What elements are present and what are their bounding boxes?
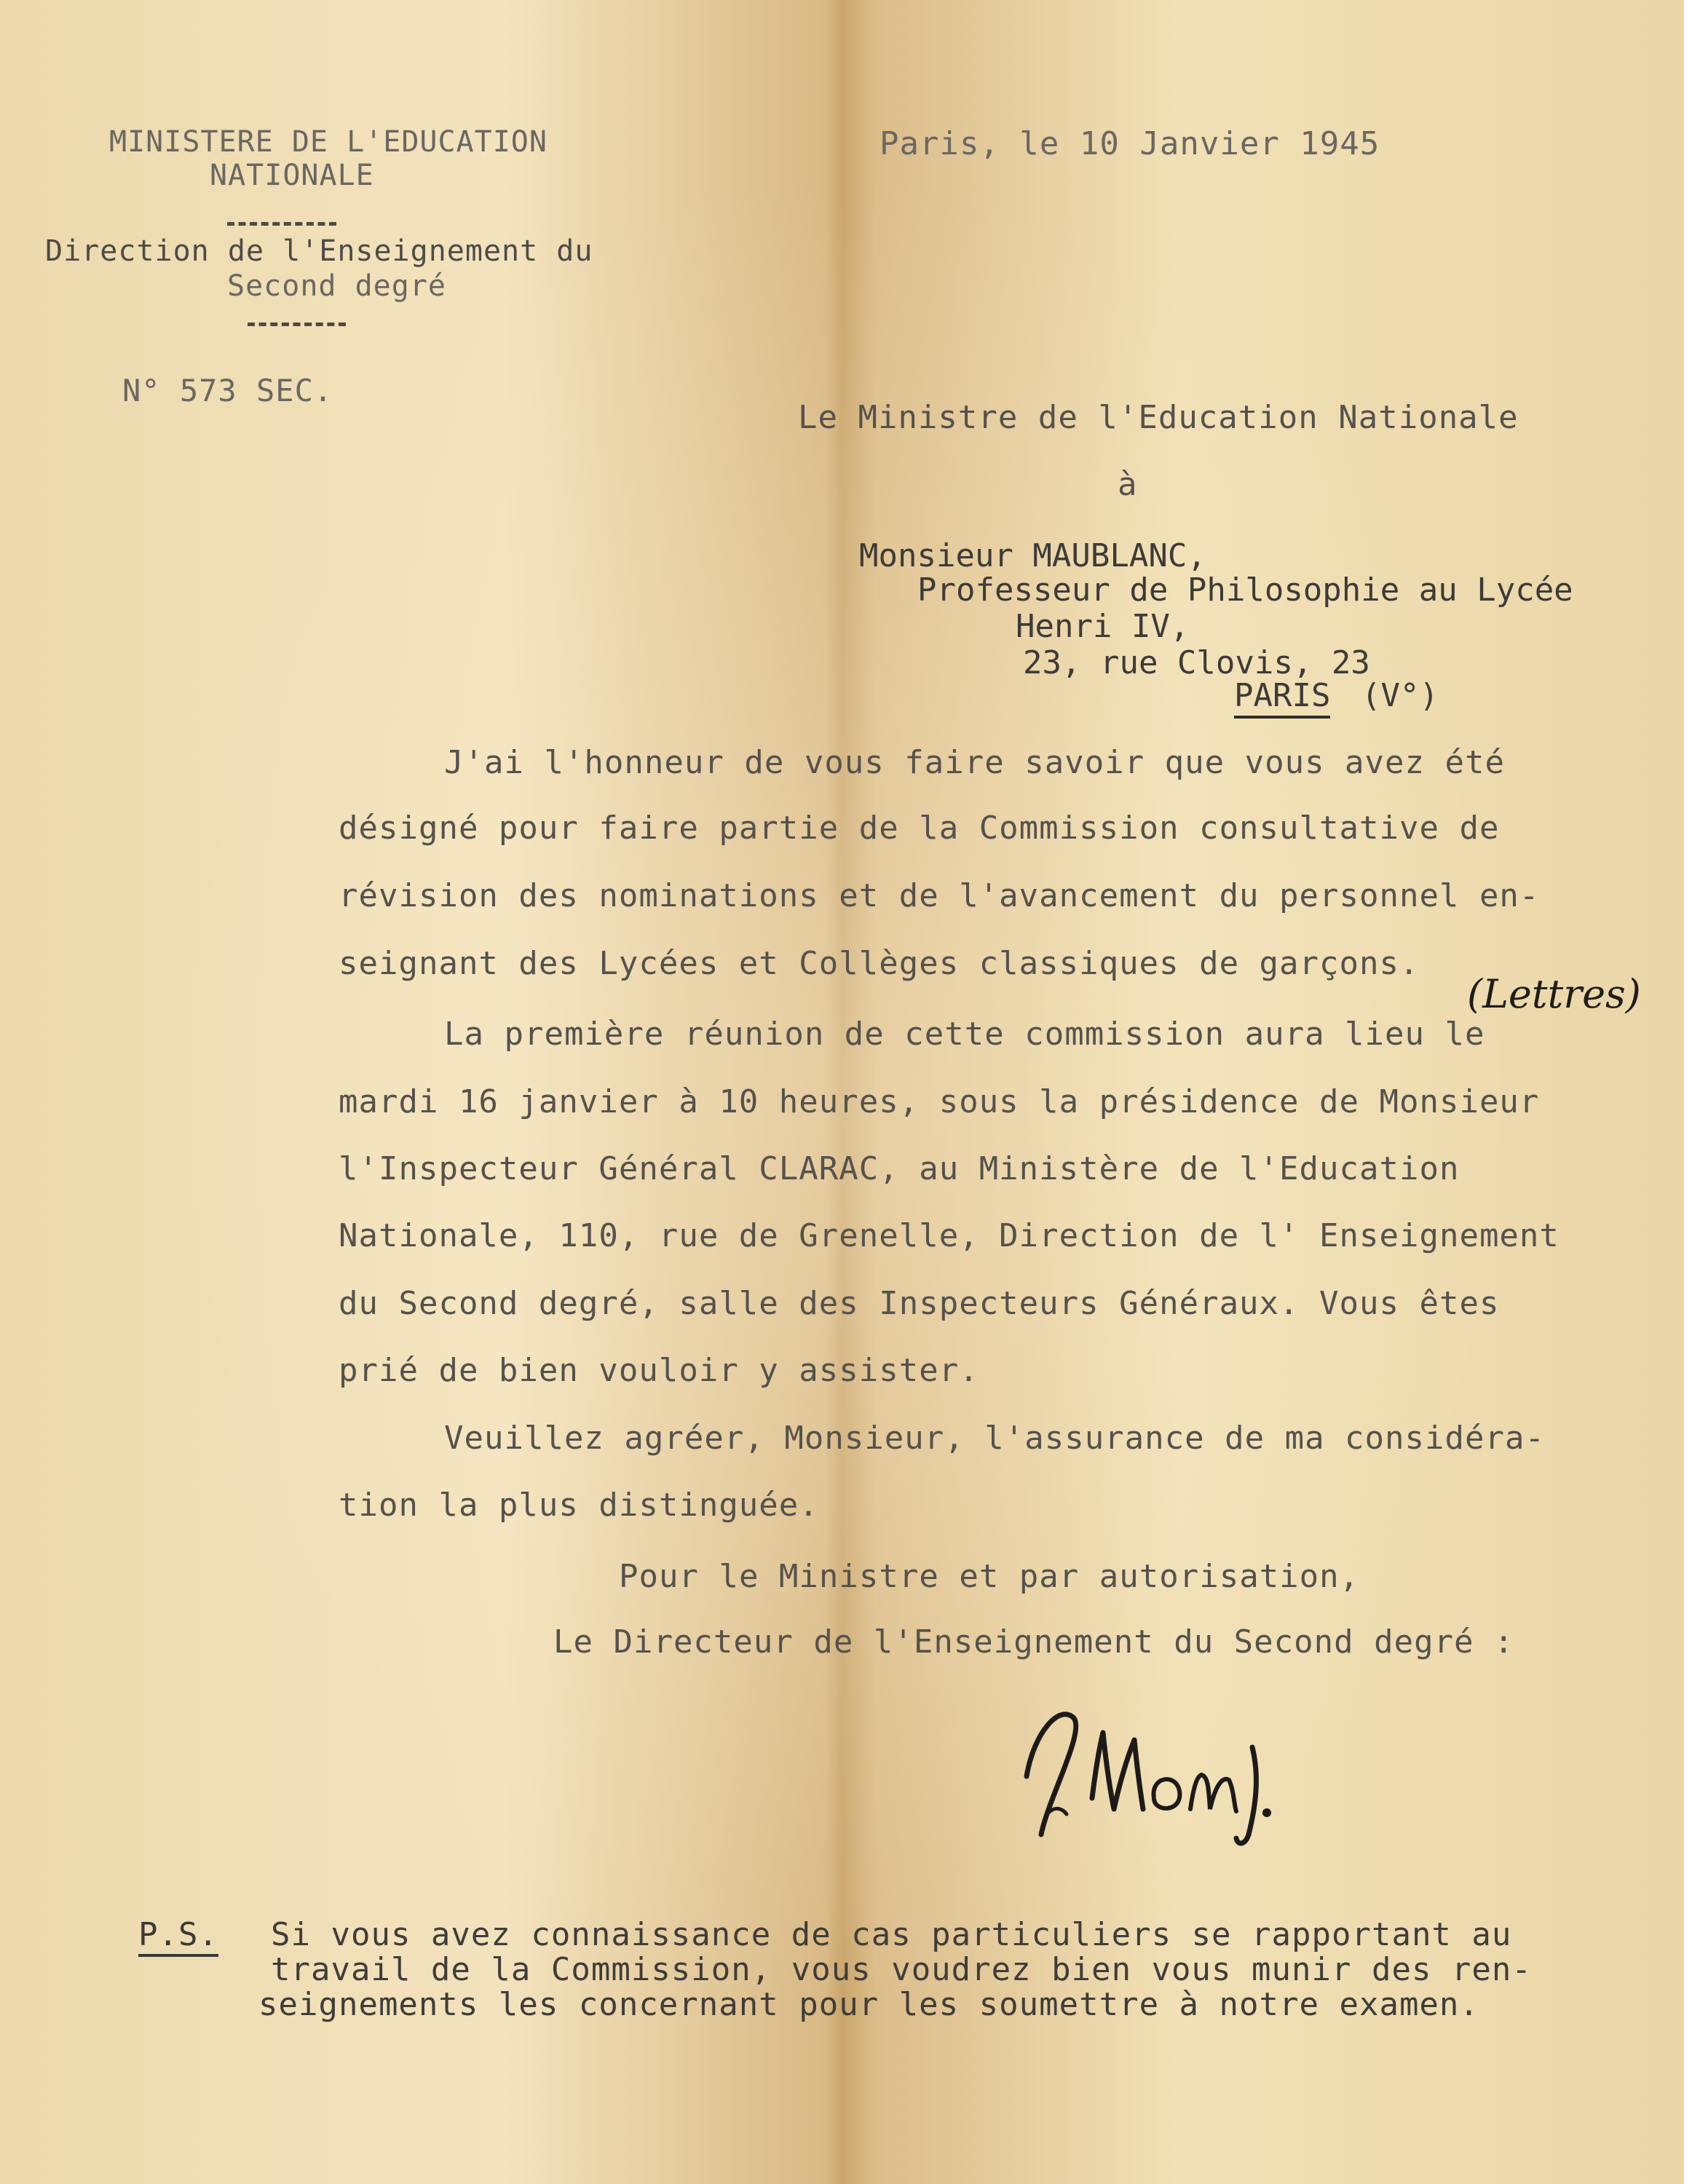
sender-preposition: à xyxy=(1118,466,1138,503)
ministry-line-1: MINISTERE DE L'EDUCATION xyxy=(109,125,548,159)
direction-line-1: Direction de l'Enseignement du xyxy=(45,234,593,268)
body-p2-line-3: l'Inspecteur Général CLARAC, au Ministère de l'Education xyxy=(339,1150,1460,1187)
body-p2-line-6: prié de bien vouloir y assister. xyxy=(339,1352,979,1389)
body-p1-line-2: désigné pour faire partie de la Commission consultative de xyxy=(339,810,1500,847)
body-p2-line-5: du Second degré, salle des Inspecteurs Généraux. Vous êtes xyxy=(339,1285,1500,1322)
sender-line: Le Ministre de l'Education Nationale xyxy=(798,399,1519,436)
closing-line-1: Pour le Ministre et par autorisation, xyxy=(619,1558,1360,1595)
postscript-label: P.S. xyxy=(138,1916,218,1957)
body-p2-line-1: La première réunion de cette commission aura lieu le xyxy=(444,1016,1485,1053)
closing-line-2: Le Directeur de l'Enseignement du Second degré : xyxy=(553,1623,1514,1661)
body-p2-line-2: mardi 16 janvier à 10 heures, sous la présidence de Monsieur xyxy=(339,1083,1540,1120)
body-p1-line-3: révision des nominations et de l'avancement du personnel en- xyxy=(339,877,1540,914)
recipient-street: 23, rue Clovis, 23 xyxy=(1023,644,1370,681)
dateline: Paris, le 10 Janvier 1945 xyxy=(879,125,1380,162)
signature xyxy=(1005,1689,1340,1849)
body-p1-line-4: seignant des Lycées et Collèges classiques de garçons. xyxy=(339,945,1420,982)
handwritten-annotation: (Lettres) xyxy=(1467,971,1641,1017)
recipient-school: Henri IV, xyxy=(1016,608,1190,645)
recipient-district: (V°) xyxy=(1361,677,1439,714)
recipient-title: Professeur de Philosophie au Lycée xyxy=(917,571,1573,609)
postscript-line-2: travail de la Commission, vous voudrez bien vous munir des ren- xyxy=(271,1951,1532,1988)
ministry-line-2: NATIONALE xyxy=(210,159,374,192)
body-p2-line-4: Nationale, 110, rue de Grenelle, Direction de l' Enseignement xyxy=(339,1217,1560,1254)
body-p3-line-2: tion la plus distinguée. xyxy=(339,1487,819,1524)
recipient-city: PARIS xyxy=(1234,677,1330,719)
postscript-line-1: Si vous avez connaissance de cas particuliers se rapportant au xyxy=(271,1916,1512,1953)
direction-line-2: Second degré xyxy=(227,269,446,303)
letterhead-divider-2 xyxy=(248,323,346,326)
body-p1-line-1: J'ai l'honneur de vous faire savoir que vous avez été xyxy=(444,744,1505,781)
reference-number: N° 573 SEC. xyxy=(122,373,333,408)
postscript-line-3: seignements les concernant pour les soumettre à notre examen. xyxy=(258,1986,1479,2023)
recipient-name: Monsieur MAUBLANC, xyxy=(859,537,1206,574)
letterhead-divider-1 xyxy=(227,222,336,226)
body-p3-line-1: Veuillez agréer, Monsieur, l'assurance de ma considéra- xyxy=(444,1420,1545,1457)
